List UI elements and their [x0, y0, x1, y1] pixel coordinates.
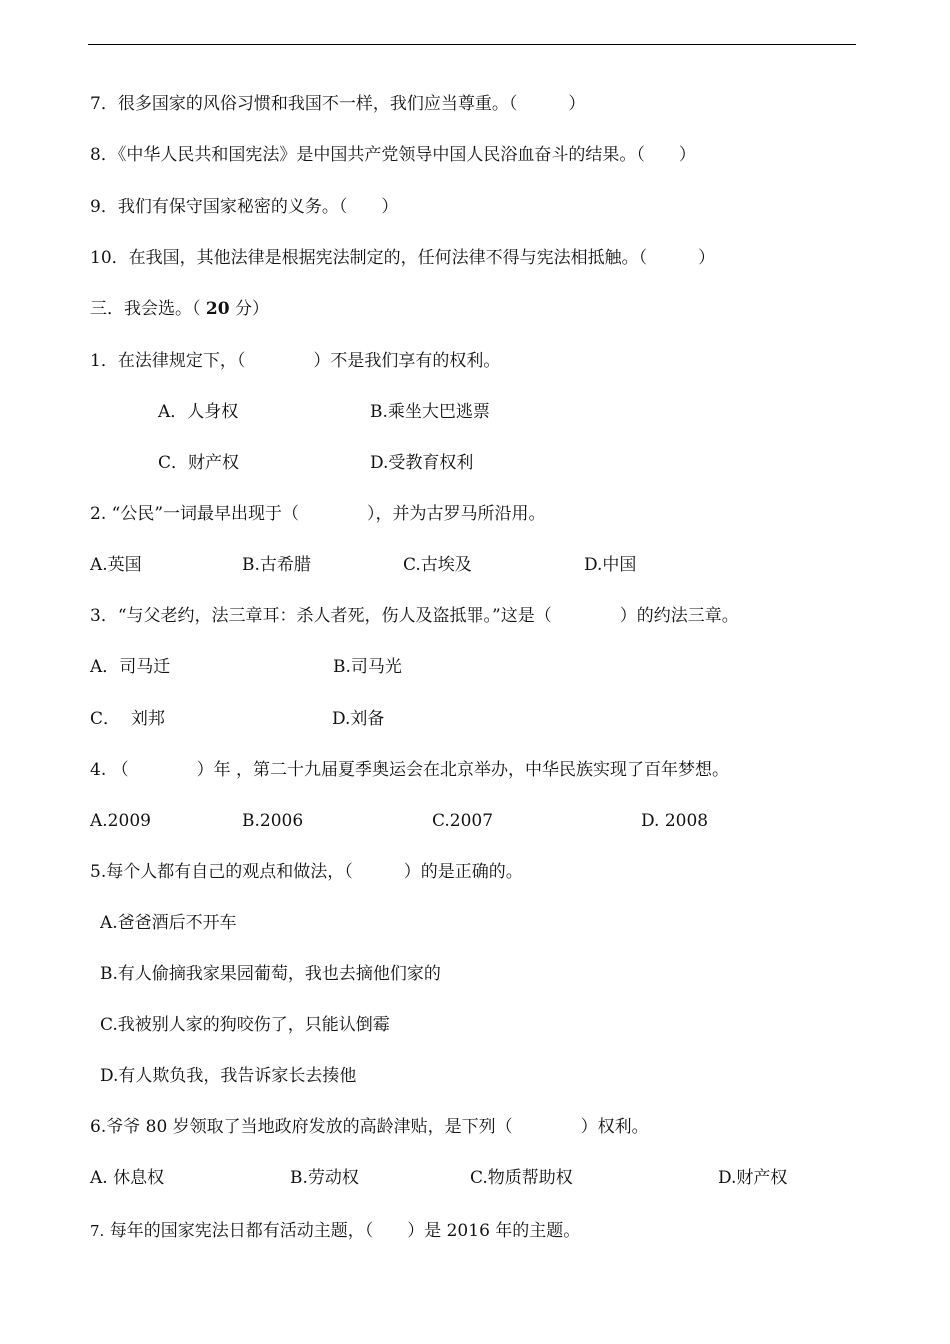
tf-question-7: 7．很多国家的风俗习惯和我国不一样，我们应当尊重。（ ）: [90, 94, 586, 114]
q4-stem: 4. （ ）年 ，第二十九届夏季奥运会在北京举办，中华民族实现了百年梦想。: [90, 760, 730, 780]
section-3-score: 20: [205, 299, 230, 319]
section-3-suffix: 分）: [229, 299, 269, 319]
q1-option-a: A．人身权: [158, 402, 239, 422]
q5-stem: 5.每个人都有自己的观点和做法，（ ）的是正确的。: [90, 862, 523, 882]
q1-option-d: D.受教育权利: [370, 453, 474, 473]
q5-option-d: D.有人欺负我，我告诉家长去揍他: [100, 1066, 357, 1086]
q3-option-c: C． 刘邦: [90, 709, 165, 729]
q7-number: 7.: [90, 1222, 105, 1240]
q3-stem: 3．“与父老约，法三章耳：杀人者死，伤人及盗抵罪。”这是（ ）的约法三章。: [90, 606, 739, 626]
q2-option-c: C.古埃及: [403, 555, 472, 575]
q7-stem: [90, 1219, 580, 1243]
q4-option-a: A.2009: [90, 811, 151, 831]
header-rule: [88, 44, 856, 45]
q6-option-c: C.物质帮助权: [470, 1168, 573, 1188]
q1-option-b: B.乘坐大巴逃票: [370, 402, 490, 422]
q7-text: 每年的国家宪法日都有活动主题，（ ）是 2016 年的主题。: [104, 1221, 581, 1241]
q4-option-d: D. 2008: [641, 811, 709, 831]
q6-option-b: B.劳动权: [290, 1168, 359, 1188]
q6-stem: 6.爷爷 80 岁领取了当地政府发放的高龄津贴，是下列（ ）权利。: [90, 1117, 649, 1137]
q2-option-b: B.古希腊: [242, 555, 311, 575]
q5-option-a: A.爸爸酒后不开车: [100, 913, 237, 933]
q3-option-a: A．司马迁: [90, 657, 171, 677]
tf-question-9: 9．我们有保守国家秘密的义务。（ ）: [90, 197, 399, 217]
q4-option-b: B.2006: [242, 811, 304, 831]
section-3-prefix: 三．我会选。（: [90, 299, 206, 319]
q2-option-a: A.英国: [90, 555, 142, 575]
q2-stem: 2. “公民”一词最早出现于（ ），并为古罗马所沿用。: [90, 504, 546, 524]
section-3-heading: [90, 297, 269, 321]
q5-option-c: C.我被别人家的狗咬伤了，只能认倒霉: [100, 1015, 390, 1035]
q6-option-d: D.财产权: [718, 1168, 788, 1188]
q5-option-b: B.有人偷摘我家果园葡萄，我也去摘他们家的: [100, 964, 441, 984]
q3-option-d: D.刘备: [332, 709, 385, 729]
q3-option-b: B.司马光: [333, 657, 402, 677]
tf-question-10: 10．在我国，其他法律是根据宪法制定的，任何法律不得与宪法相抵触。（ ）: [90, 248, 716, 268]
q4-option-c: C.2007: [432, 811, 494, 831]
q6-option-a: A. 休息权: [90, 1168, 165, 1188]
tf-question-8: 8．《中华人民共和国宪法》是中国共产党领导中国人民浴血奋斗的结果。（ ）: [90, 145, 696, 165]
q1-option-c: C．财产权: [158, 453, 240, 473]
q2-option-d: D.中国: [584, 555, 637, 575]
q1-stem: 1．在法律规定下，（ ）不是我们享有的权利。: [90, 351, 501, 371]
